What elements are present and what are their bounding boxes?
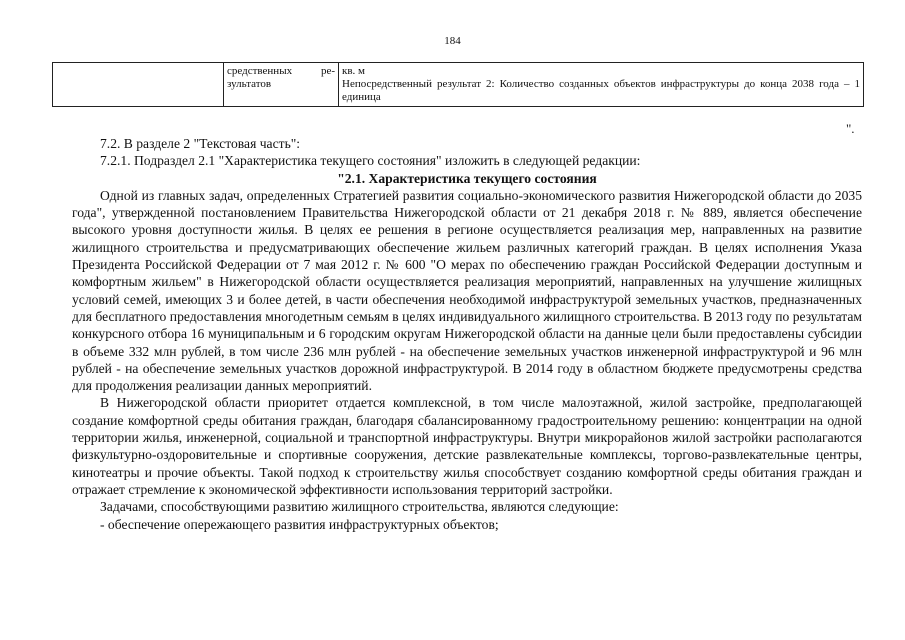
cell-text: Непосредственный результат 2: Количество созданных объектов инфраструктуры до конца 2038 года – 1 единица [342, 78, 860, 103]
document-body [72, 135, 862, 533]
tasks-intro: Задачами, способствующими развитию жилищного строительства, являются следующие: [100, 499, 619, 515]
section-heading: "2.1. Характеристика текущего состояния [337, 170, 597, 186]
cell-text: кв. м [342, 65, 365, 77]
cell-text: ре- [320, 65, 335, 77]
table-cell-result-description [339, 63, 864, 107]
closing-quote: ". [846, 121, 855, 136]
table-cell-indicator-type [224, 63, 339, 107]
cell-text: средственных [227, 65, 293, 77]
task-item: - обеспечение опережающего развития инфраструктурных объектов; [100, 516, 499, 532]
indicators-table-fragment [52, 62, 864, 107]
section-line: 7.2. В разделе 2 "Текстовая часть": [100, 136, 301, 151]
cell-line [227, 65, 335, 78]
page-number: 184 [444, 35, 461, 47]
table-row [53, 63, 864, 107]
body-paragraph: Одной из главных задач, определенных Стратегией развития социально-экономического развития Нижегородской области до 2035 года", утвержденной постановлением Правительства Нижегородской области от 21 декабря 2018 г. № 889, является обеспечение высокого уровня доступности жилья. В целях ее решения в регионе осуществляется реализация мер, направленных на развитие жилищного строительства и предусматривающих обеспечение жильем различных категорий граждан. В целях исполнения Указа Президента Российской Федерации от 7 мая 2012 г. № 600 "О мерах по обеспечению граждан Российской Федерации доступным и комфортным жильем" в Нижегородской области осуществляется реализация мероприятий, направленных на улучшение жилищных условий семей, имеющих 3 и более детей, в части обеспечения необходимой инфраструктурой земельных участков, предназначенных для бесплатного предоставления многодетным семьям в целях индивидуального жилищного строительства. В 2013 году по результатам конкурсного отбора 16 муниципальным и 6 городским округам Нижегородской области на данные цели были предоставлены субсидии в объеме 332 млн рублей, в том числе 236 млн рублей - на обеспечение земельных участков инженерной инфраструктурой и 96 млн рублей - на обеспечение земельных участков дорожной инфраструктурой. В 2014 году в областном бюджете предусмотрены средства для продолжения реализации данных мероприятий. [72, 187, 862, 394]
cell-text: зультатов [227, 78, 272, 90]
subsection-line: 7.2.1. Подраздел 2.1 "Характеристика текущего состояния" изложить в следующей редакции: [100, 153, 641, 169]
table-cell-empty [53, 63, 224, 107]
body-paragraph: В Нижегородской области приоритет отдается комплексной, в том числе малоэтажной, жилой застройке, предполагающей создание комфортной среды обитания граждан, благодаря сбалансированному градостроительному решению: концентрации на одной территории жилья, инженерной, социальной и транспортной инфраструктуры. Внутри микрорайонов жилой застройки располагаются физкультурно-оздоровительные и спортивные сооружения, детские развлекательные комплексы, торгово-развлекательные центры, кинотеатры и прочие объекты. Такой подход к строительству жилья способствует созданию комфортной среды обитания граждан и отражает стремление к экономической эффективности использования территорий застройки. [72, 395, 862, 497]
